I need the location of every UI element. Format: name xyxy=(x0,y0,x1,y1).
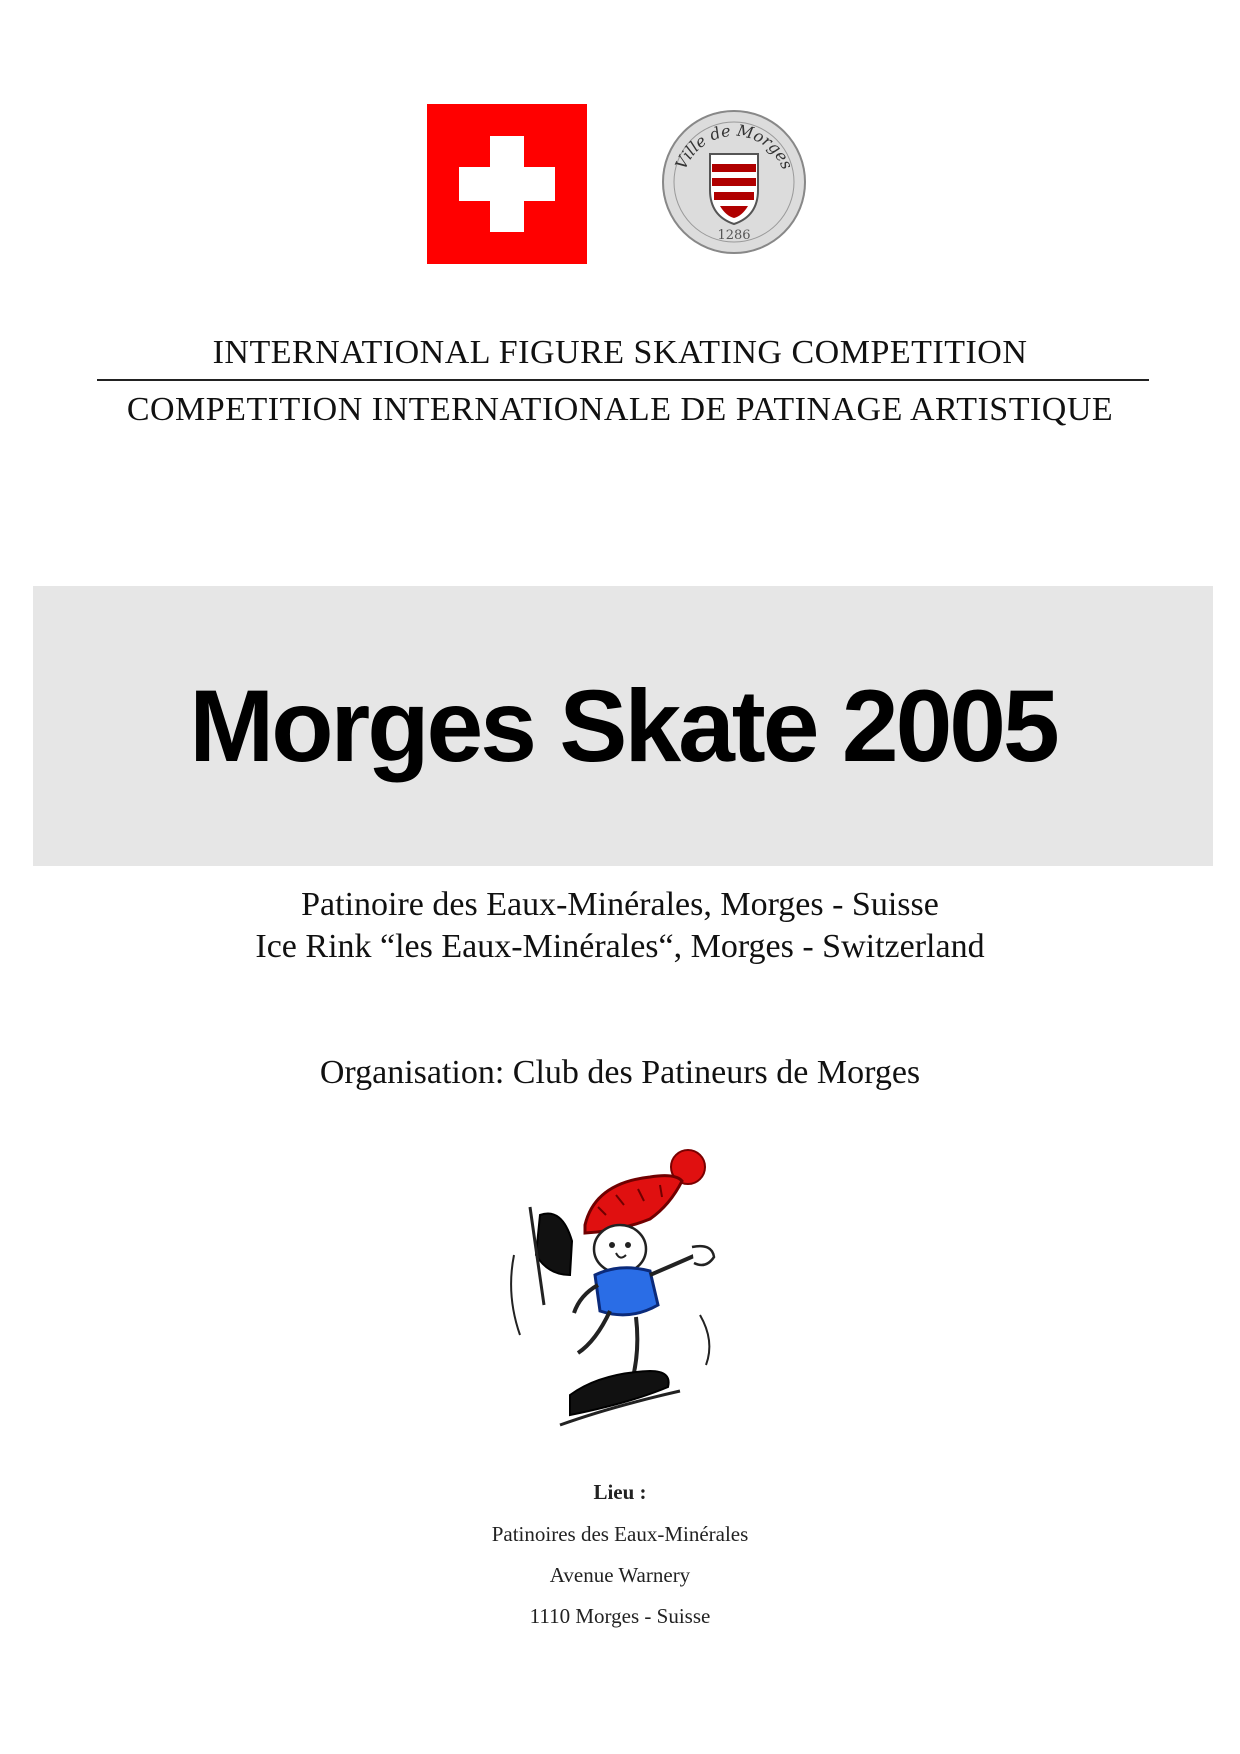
ville-de-morges-seal-icon xyxy=(660,108,808,256)
skating-mascot-icon xyxy=(500,1145,750,1445)
heading-divider xyxy=(97,379,1149,381)
lieu-address-line: Patinoires des Eaux-Minérales xyxy=(491,1522,749,1546)
heading-french: COMPETITION INTERNATIONALE DE PATINAGE ARTISTIQUE xyxy=(126,391,1114,428)
swiss-flag-icon xyxy=(427,104,587,264)
event-title: Morges Skate 2005 xyxy=(189,669,1057,783)
seal-year: 1286 xyxy=(717,228,751,243)
venue-line-french: Patinoire des Eaux-Minérales, Morges - Suisse xyxy=(301,886,939,923)
lieu-address-line: 1110 Morges - Suisse xyxy=(529,1604,711,1628)
seal-text: Ville de Morges xyxy=(671,120,797,173)
logos-row xyxy=(0,104,1240,266)
title-band xyxy=(33,586,1213,866)
venue-line-english: Ice Rink “les Eaux-Minérales“, Morges - Switzerland xyxy=(255,928,985,965)
organisation-line: Organisation: Club des Patineurs de Morges xyxy=(319,1054,921,1091)
heading-english: INTERNATIONAL FIGURE SKATING COMPETITION xyxy=(212,334,1028,371)
lieu-address-line: Avenue Warnery xyxy=(549,1563,691,1587)
lieu-label: Lieu : xyxy=(593,1480,647,1504)
